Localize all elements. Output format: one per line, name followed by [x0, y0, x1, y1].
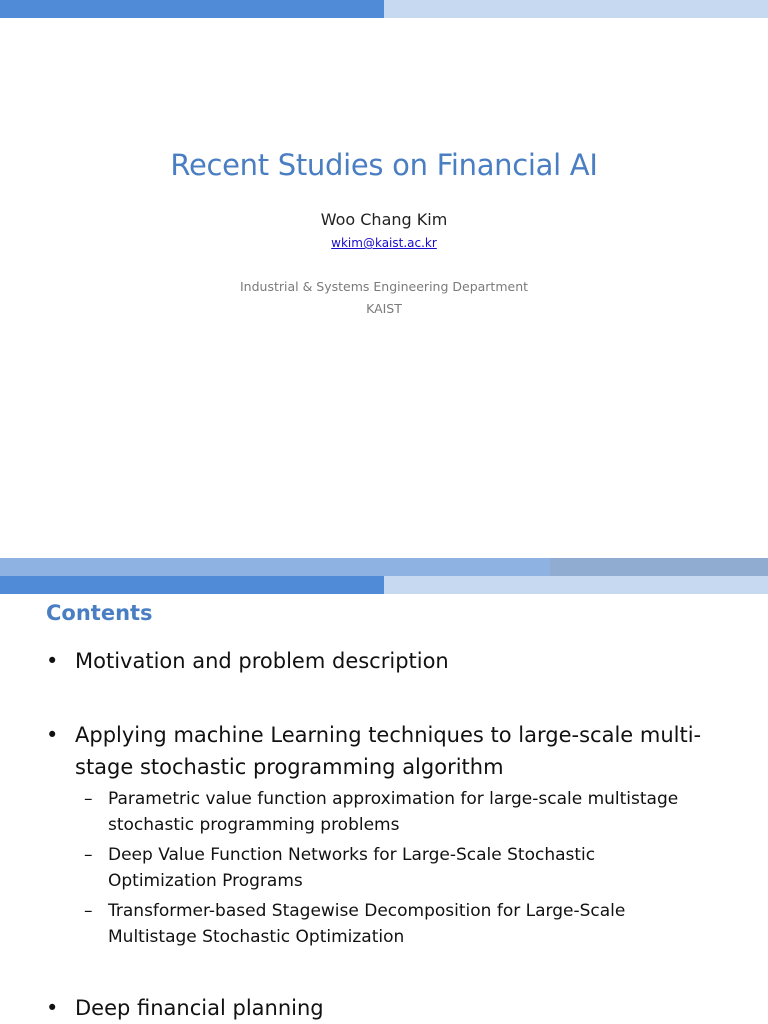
top-accent-bar-light [384, 576, 768, 594]
dash-icon: – [84, 845, 93, 865]
organization: KAIST [366, 301, 402, 316]
top-accent-bar-dark [0, 0, 384, 18]
email-link[interactable]: wkim@kaist.ac.kr [331, 236, 437, 250]
slide-separator [0, 558, 768, 576]
sub-list-item-text: Deep Value Function Networks for Large-Scale Stochastic Optimization Programs [108, 845, 596, 891]
bullet-icon: • [46, 649, 59, 673]
list-item-text: Applying machine Learning techniques to large-scale multi-stage stochastic programming algorithm [75, 723, 702, 779]
list-item-text: Deep financial planning [75, 996, 324, 1020]
department: Industrial & Systems Engineering Department [239, 279, 529, 294]
contents-slide [0, 576, 768, 1024]
top-accent-bar-dark [0, 576, 384, 594]
sub-list-item-text: Parametric value function approximation for large-scale multistage stochastic programming problems [108, 789, 679, 835]
top-accent-bar [0, 576, 768, 594]
list-item-text: Motivation and problem description [75, 649, 449, 673]
email-container [0, 236, 768, 250]
sub-list-item-text: Transformer-based Stagewise Decomposition for Large-Scale Multistage Stochastic Optimization [108, 901, 626, 947]
top-accent-bar-light [384, 0, 768, 18]
top-accent-bar [0, 0, 768, 18]
separator-right [550, 558, 768, 576]
author-name: Woo Chang Kim [320, 210, 448, 229]
dash-icon: – [84, 789, 93, 809]
bullet-icon: • [46, 996, 59, 1020]
separator-left [0, 558, 550, 576]
bullet-icon: • [46, 723, 59, 747]
slide-title: Recent Studies on Financial AI [170, 148, 598, 182]
dash-icon: – [84, 901, 93, 921]
contents-heading: Contents [46, 601, 153, 625]
